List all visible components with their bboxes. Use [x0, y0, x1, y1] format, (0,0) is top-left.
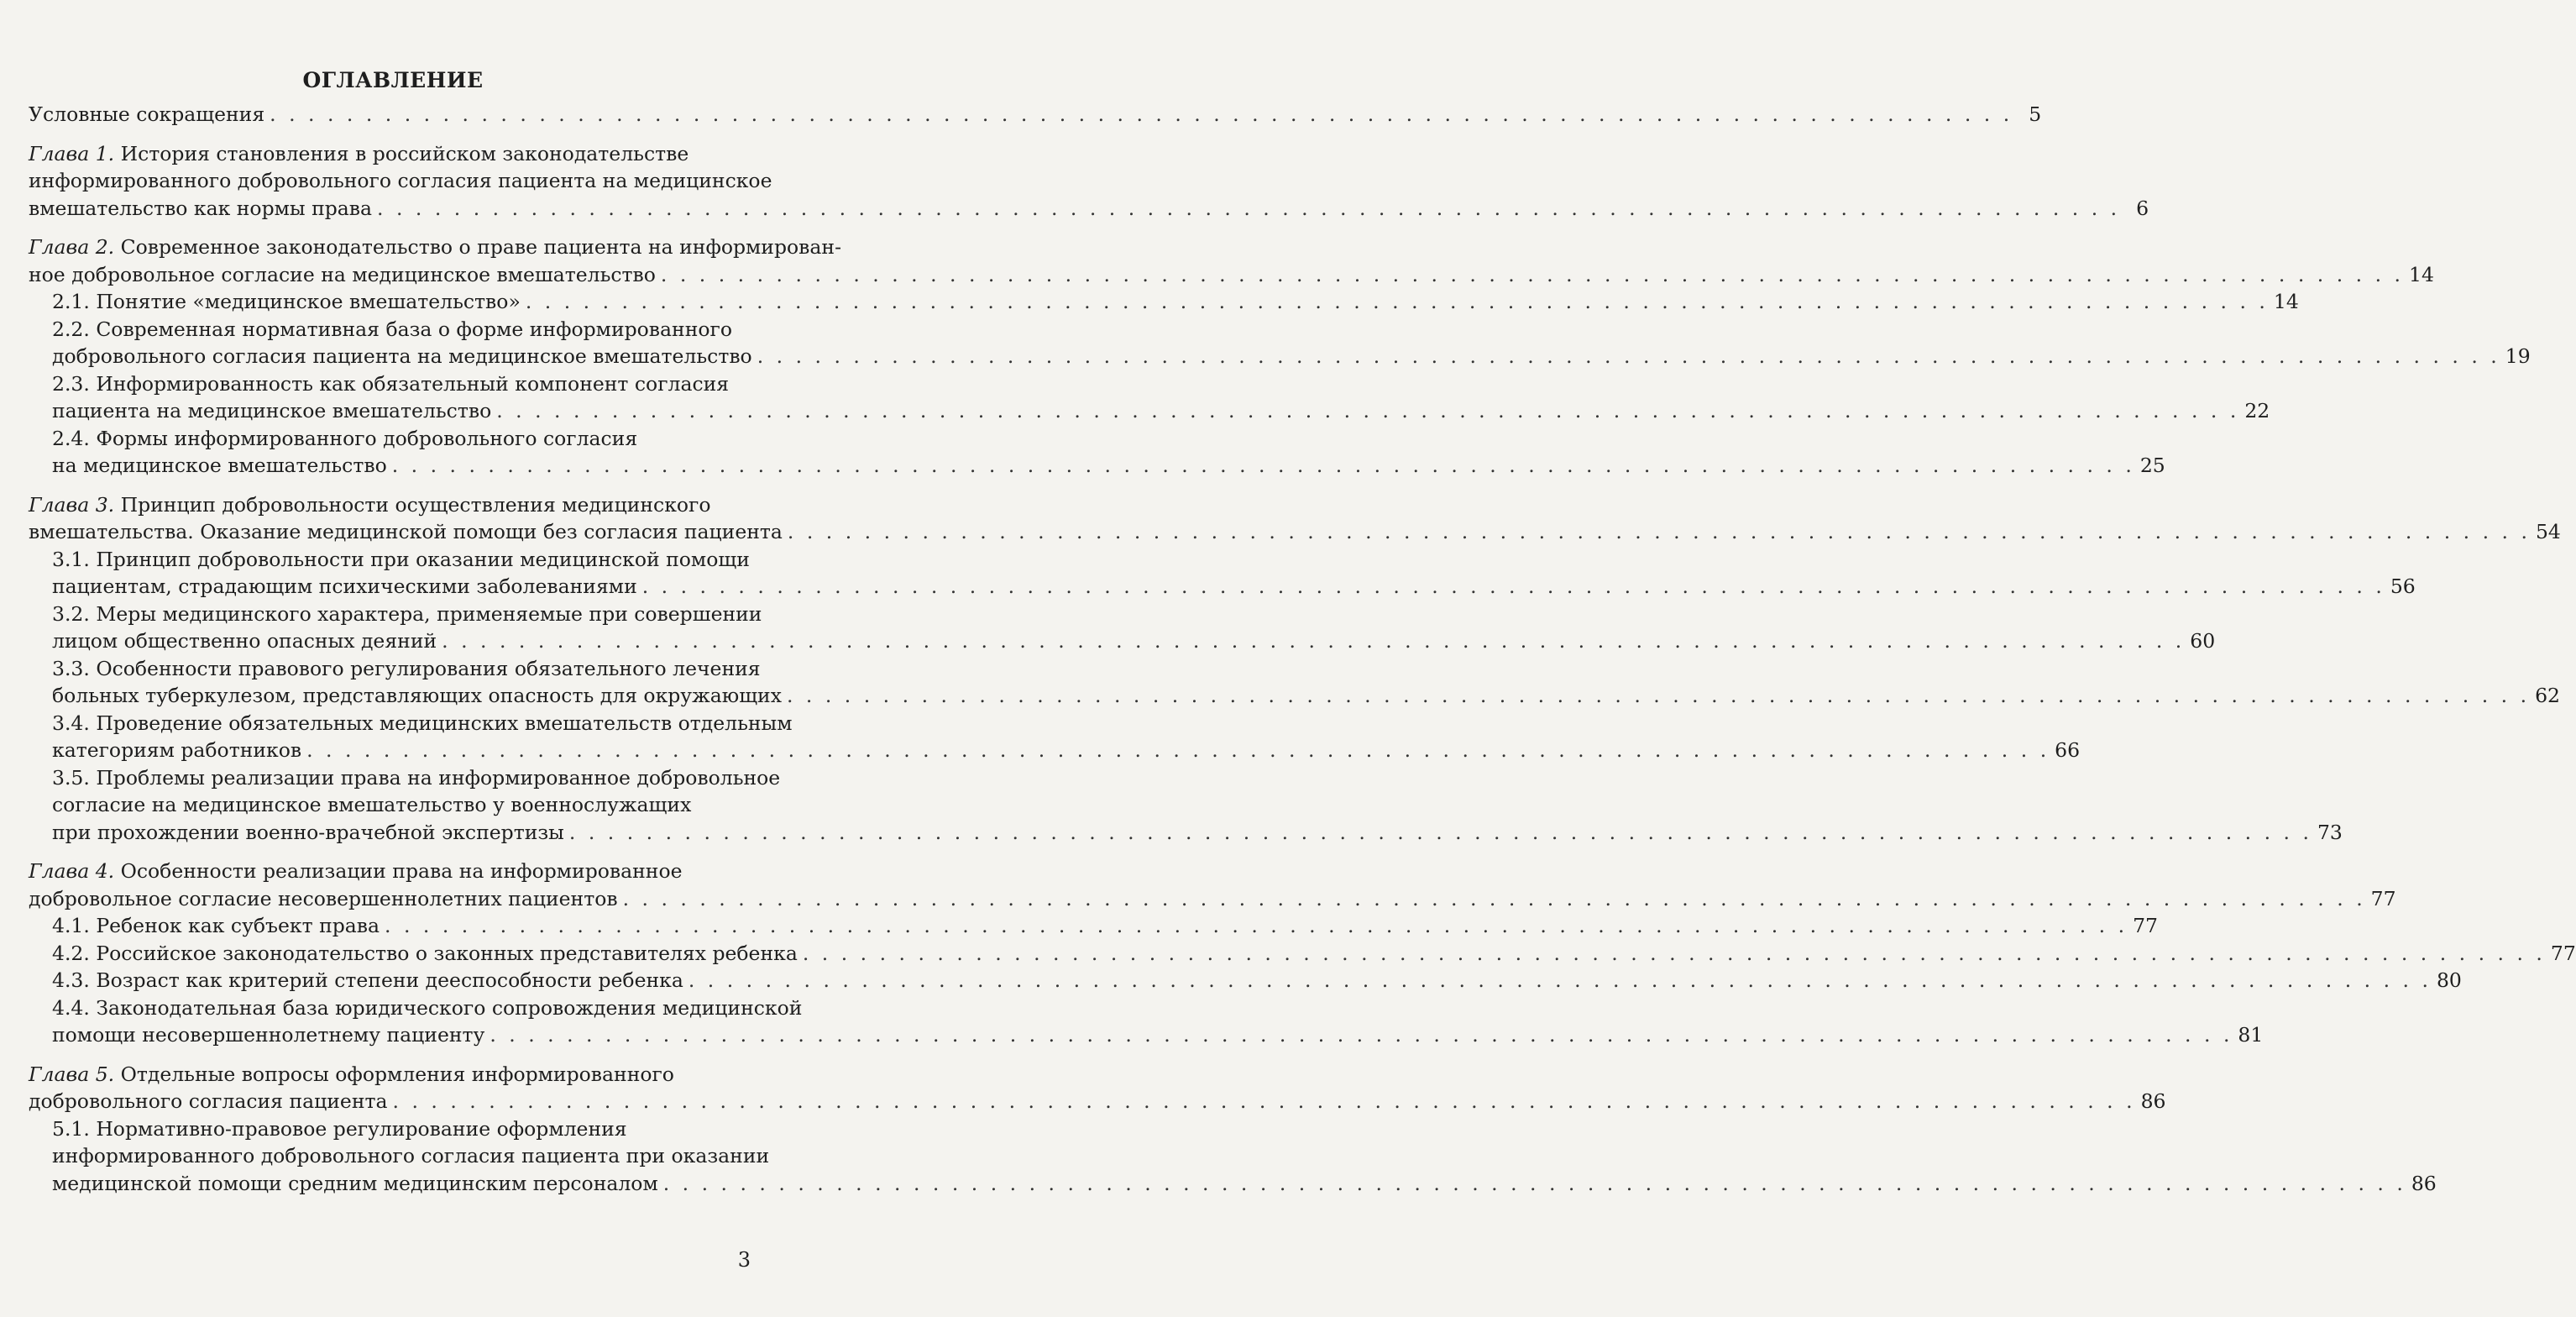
dot-leader [757, 343, 2500, 370]
toc-entry-text: информированного добровольного согласия пациента на медицинское [29, 169, 772, 192]
section-gap [29, 846, 757, 858]
toc-page-number: 14 [2273, 290, 2299, 313]
toc-entry-last-text: больных туберкулезом, представляющих опасность для окружающих [52, 684, 782, 707]
toc-chapter-entry [29, 233, 2434, 288]
toc-entry-line [52, 546, 757, 574]
toc-entry-text: информированного добровольного согласия пациента при оказании [52, 1144, 770, 1167]
toc-entry-leader-line [52, 912, 2159, 940]
toc-entry-line [52, 601, 762, 628]
toc-entry-last-text: Условные сокращения [29, 102, 265, 126]
toc-page-number: 54 [2535, 520, 2561, 543]
page-number: 3 [737, 1248, 751, 1272]
toc-entry-last-text: 4.1. Ребенок как субъект права [52, 914, 380, 937]
chapter-prefix: Глава 2. [29, 235, 115, 259]
dot-leader [442, 627, 2185, 655]
toc-entry-text [52, 682, 782, 710]
toc-entry-last-text: ное добровольное согласие на медицинское вмешательство [29, 262, 656, 286]
toc-page-number: 62 [2535, 684, 2560, 707]
toc-entry-leader-line [52, 288, 2299, 316]
toc-entry-text [29, 518, 783, 546]
toc-entry-line [52, 655, 761, 683]
toc-entry-text [52, 1170, 658, 1198]
toc-entry-text [52, 737, 301, 764]
toc-entry-line [29, 140, 757, 168]
toc-entry-text [52, 1021, 484, 1049]
toc-entry-text: 3.1. Принцип добровольности при оказании медицинской помощи [52, 547, 750, 571]
dot-leader [663, 1170, 2406, 1198]
toc-entry-text [52, 627, 437, 655]
toc-entry-last-text: 4.3. Возраст как критерий степени дееспособности ребенка [52, 968, 683, 992]
dot-leader [496, 397, 2239, 425]
toc-page-number: 86 [2411, 1171, 2437, 1195]
toc-page-number: 77 [2370, 886, 2396, 910]
toc-page-number: 73 [2317, 820, 2343, 844]
dot-leader [377, 195, 2120, 223]
toc-entry-last-text: помощи несовершеннолетнему пациенту [52, 1023, 485, 1047]
table-of-contents [29, 67, 2576, 1197]
toc-entry-leader-line [52, 627, 2216, 655]
dot-leader [623, 885, 2366, 913]
toc-section-entry [29, 655, 2560, 710]
toc-page-number: 14 [2409, 262, 2434, 286]
toc-entry-last-text: 2.1. Понятие «медицинское вмешательство» [52, 290, 521, 313]
toc-page-number: 86 [2140, 1089, 2166, 1113]
toc-entry-text [52, 940, 798, 968]
toc-chapter-entry [29, 1061, 2166, 1115]
toc-entry-line [29, 233, 842, 261]
toc-entry-last-text: при прохождении военно-врачебной экспертизы [52, 820, 564, 844]
toc-section-entry [29, 1115, 2437, 1198]
toc-entry-text [52, 967, 683, 994]
toc-entry-text [52, 288, 521, 316]
dot-leader [385, 912, 2128, 940]
toc-entry-last-text: лицом общественно опасных деяний [52, 629, 437, 653]
toc-page-number: 60 [2190, 629, 2216, 653]
dot-leader [642, 573, 2385, 601]
chapter-prefix: Глава 3. [29, 492, 115, 517]
toc-page-number: 77 [2550, 941, 2576, 965]
toc-entry-line [52, 710, 793, 737]
toc-entry-text [29, 261, 656, 289]
toc-entry-line [52, 316, 757, 344]
toc-page-number: 22 [2244, 399, 2270, 422]
toc-page-number: 6 [2136, 196, 2149, 220]
dot-leader [787, 682, 2530, 710]
toc-entry-line [52, 1142, 770, 1170]
toc-entry-text [29, 885, 618, 913]
chapter-prefix: Глава 5. [29, 1062, 115, 1086]
toc-section-entry [29, 425, 2165, 480]
toc-entry-text: 5.1. Нормативно-правовое регулирование оформления [52, 1116, 627, 1141]
chapter-prefix: Глава 1. [29, 141, 115, 165]
toc-entry-leader-line [52, 452, 2165, 480]
dot-leader [392, 452, 2135, 480]
toc-section-entry [29, 940, 2576, 968]
toc-entry-leader-line [52, 343, 2531, 370]
toc-entry-leader-line [29, 261, 2434, 289]
toc-entry-text [52, 912, 380, 940]
section-gap [29, 222, 757, 233]
toc-page-number: 25 [2139, 454, 2165, 477]
dot-leader [788, 518, 2531, 546]
toc-entry-leader-line [52, 967, 2462, 994]
dot-leader [270, 101, 2013, 129]
toc-entry-last-text: добровольное согласие несовершеннолетних пациентов [29, 886, 618, 910]
toc-entry-text: Принцип добровольности осуществления медицинского [114, 492, 711, 517]
dot-leader [306, 737, 2050, 764]
toc-entry-last-text: 4.2. Российское законодательство о законных представителях ребенка [52, 941, 798, 965]
toc-section-entry [29, 967, 2462, 994]
toc-entry-text [52, 819, 564, 847]
toc-entry-text [52, 397, 491, 425]
toc-entry-line [52, 370, 757, 398]
toc-page-number: 66 [2055, 738, 2081, 762]
toc-entry-leader-line [52, 737, 2081, 764]
toc-entry-line [52, 1115, 757, 1143]
toc-entry-text: 2.2. Современная нормативная база о форме информированного [52, 317, 732, 341]
toc-entry-last-text: добровольного согласия пациента [29, 1089, 388, 1113]
toc-entry-leader-line [29, 195, 2149, 223]
toc-entry-text: согласие на медицинское вмешательство у военнослужащих [52, 793, 692, 816]
toc-page-number: 80 [2436, 968, 2462, 992]
dot-leader [393, 1088, 2136, 1115]
toc-entry-line [52, 425, 757, 453]
toc-entry-leader-line [52, 397, 2270, 425]
toc-entry-line [29, 858, 757, 885]
toc-entry-last-text: категориям работников [52, 738, 302, 762]
dot-leader [661, 261, 2404, 289]
toc-entry-text [52, 573, 637, 601]
toc-entry-line [52, 994, 803, 1022]
toc-entry-leader-line [29, 885, 2396, 913]
toc-entry-text: 4.4. Законодательная база юридического сопровождения медицинской [52, 995, 803, 1020]
dot-leader [490, 1021, 2233, 1049]
toc-entry-last-text: пациента на медицинское вмешательство [52, 399, 492, 422]
dot-leader [803, 940, 2546, 968]
toc-entry-last-text: вмешательства. Оказание медицинской помощи без согласия пациента [29, 520, 783, 543]
toc-entry-text [29, 101, 264, 129]
toc-page-number: 77 [2133, 914, 2159, 937]
toc-entry-leader-line [29, 518, 2561, 546]
toc-entry-last-text: на медицинское вмешательство [52, 454, 387, 477]
toc-entry-text: 3.3. Особенности правового регулирования обязательного лечения [52, 656, 761, 680]
toc-chapter-entry [29, 858, 2396, 912]
toc-entry-text [52, 343, 752, 370]
toc-entry-line [29, 491, 757, 519]
toc-entry-line [52, 764, 781, 792]
chapter-prefix: Глава 4. [29, 859, 115, 883]
toc-chapter-entry [29, 101, 2042, 129]
section-gap [29, 480, 757, 491]
toc-title: ОГЛАВЛЕНИЕ [302, 68, 484, 92]
toc-entry-text: 3.2. Меры медицинского характера, применяемые при совершении [52, 601, 762, 626]
toc-entry-leader-line [52, 682, 2560, 710]
dot-leader [526, 288, 2269, 316]
toc-entry-text: 2.4. Формы информированного добровольного согласия [52, 426, 638, 450]
toc-section-entry [29, 601, 2216, 655]
toc-entry-last-text: добровольного согласия пациента на медицинское вмешательство [52, 344, 752, 368]
toc-section-entry [29, 912, 2159, 940]
toc-entry-text: 3.5. Проблемы реализации права на информированное добровольное [52, 765, 781, 790]
toc-entry-last-text: медицинской помощи средним медицинским персоналом [52, 1171, 658, 1195]
toc-entry-leader-line [52, 819, 2343, 847]
section-gap [29, 129, 757, 140]
toc-section-entry [29, 288, 2299, 316]
toc-entry-leader-line [29, 1088, 2166, 1115]
toc-section-entry [29, 710, 2081, 764]
toc-entry-text: Особенности реализации права на информированное [114, 859, 683, 883]
toc-entry-text [29, 195, 372, 223]
toc-entry-leader-line [52, 1021, 2264, 1049]
dot-leader [569, 819, 2312, 847]
toc-entry-line [29, 167, 772, 195]
toc-page-number: 19 [2505, 344, 2531, 368]
toc-entry-text [29, 1088, 388, 1115]
toc-entry-leader-line [52, 940, 2576, 968]
toc-page-number: 56 [2390, 575, 2416, 598]
toc-entry-text: Отдельные вопросы оформления информированного [114, 1062, 674, 1086]
toc-entry-text [52, 452, 387, 480]
toc-entry-last-text: пациентам, страдающим психическими заболеваниями [52, 575, 637, 598]
toc-entry-leader-line [52, 573, 2416, 601]
toc-entry-leader-line [29, 101, 2042, 129]
toc-section-entry [29, 764, 2343, 847]
section-gap [29, 1049, 757, 1061]
toc-page-number: 81 [2238, 1023, 2264, 1047]
toc-section-entry [29, 994, 2264, 1049]
toc-section-entry [29, 546, 2416, 601]
toc-section-entry [29, 316, 2531, 370]
toc-entry-line [29, 1061, 757, 1089]
toc-entry-text: 2.3. Информированность как обязательный компонент согласия [52, 371, 730, 396]
toc-entry-text: История становления в российском законодательстве [114, 141, 689, 165]
toc-section-entry [29, 370, 2270, 425]
toc-entry-last-text: вмешательство как нормы права [29, 196, 373, 220]
toc-entry-text: Современное законодательство о праве пациента на информирован- [114, 235, 842, 259]
toc-entry-leader-line [52, 1170, 2437, 1198]
toc-list [29, 101, 2576, 1197]
dot-leader [689, 967, 2432, 994]
toc-entry-text: 3.4. Проведение обязательных медицинских вмешательств отдельным [52, 711, 793, 735]
toc-entry-line [52, 791, 757, 819]
toc-chapter-entry [29, 140, 2149, 223]
toc-page-number: 5 [2029, 102, 2042, 126]
toc-chapter-entry [29, 491, 2561, 546]
